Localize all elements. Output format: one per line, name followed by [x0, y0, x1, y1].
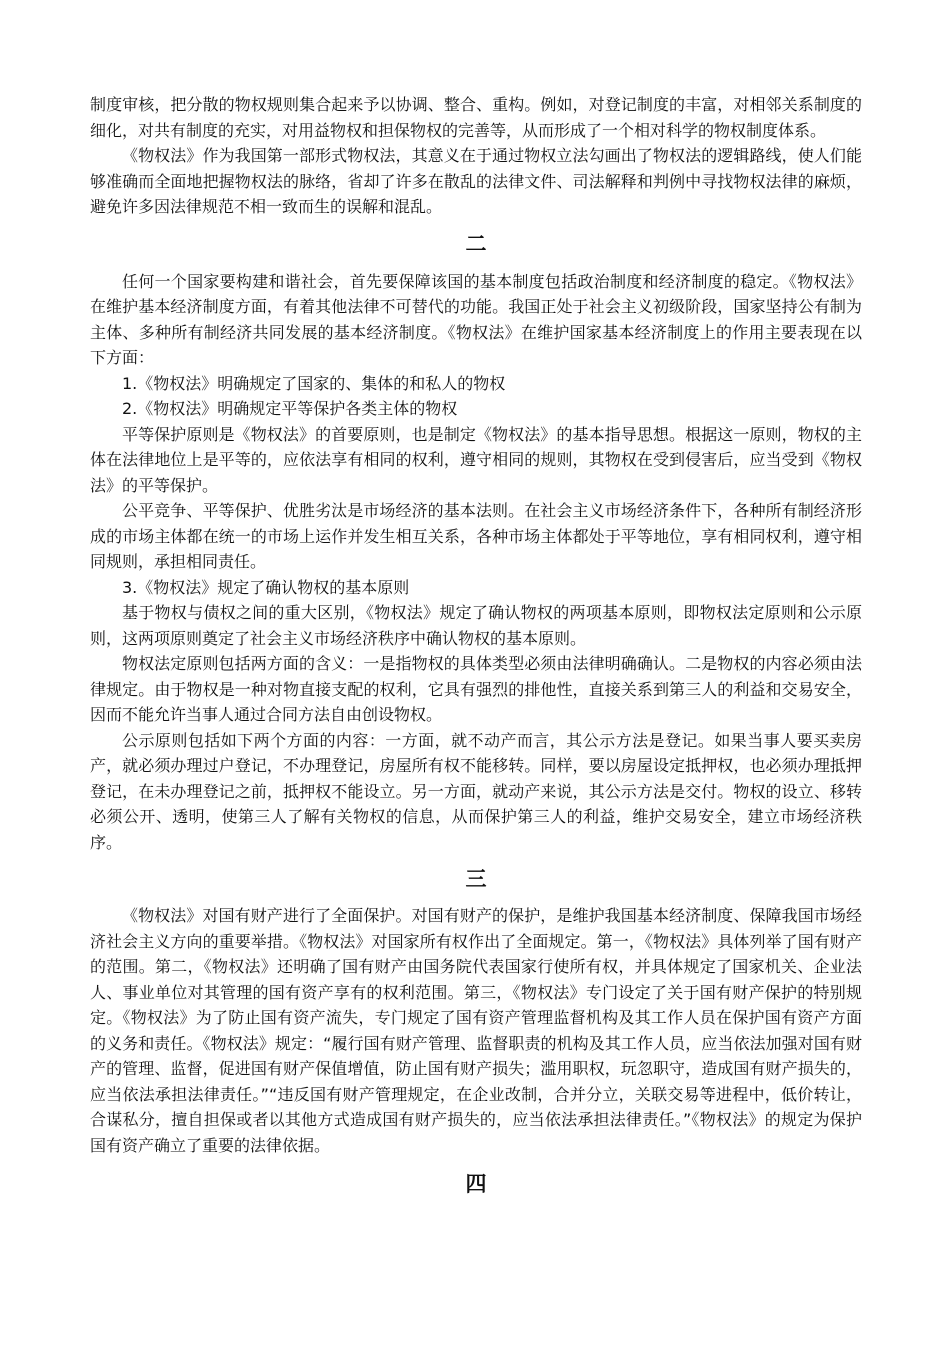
section-heading: 二	[465, 230, 487, 256]
section-heading: 四	[465, 1171, 487, 1196]
section-heading: 三	[465, 866, 487, 891]
document-page	[90, 92, 862, 1196]
paragraph: 《物权法》作为我国第一部形式物权法，其意义在于通过物权立法勾画出了物权法的逻辑路线，使人们能够准确而全面地把握物权法的脉络，省却了许多在散乱的法律文件、司法解释和判例中寻找物权法律的麻烦，避免许多因法律规范不相一致而生的误解和混乱。	[90, 146, 862, 216]
paragraph: 《物权法》对国有财产进行了全面保护。对国有财产的保护，是维护我国基本经济制度、保障我国市场经济社会主义方向的重要举措。《物权法》对国家所有权作出了全面规定。第一，《物权法》具体列举了国有财产的范围。第二，《物权法》还明确了国有财产由国务院代表国家行使所有权，并具体规定了国家机关、企业法人、事业单位对其管理的国有资产享有的权利范围。第三，《物权法》专门设定了关于国有财产保护的特别规定。《物权法》为了防止国有资产流失，专门规定了国有资产管理监督机构及其工作人员在保护国有资产方面的义务和责任。《物权法》规定：“履行国有财产管理、监督职责的机构及其工作人员，应当依法加强对国有财产的管理、监督，促进国有财产保值增值，防止国有财产损失；滥用职权，玩忽职守，造成国有财产损失的，应当依法承担法律责任。”“违反国有财产管理规定，在企业改制，合并分立，关联交易等进程中，低价转让，合谋私分，擅自担保或者以其他方式造成国有财产损失的，应当依法承担法律责任。”《物权法》的规定为保护国有资产确立了重要的法律依据。	[90, 906, 862, 1155]
paragraph: 任何一个国家要构建和谐社会，首先要保障该国的基本制度包括政治制度和经济制度的稳定。《物权法》在维护基本经济制度方面，有着其他法律不可替代的功能。我国正处于社会主义初级阶段，国家坚持公有制为主体、多种所有制经济共同发展的基本经济制度。《物权法》在维护国家基本经济制度上的作用主要表现在以下方面：	[90, 271, 862, 367]
paragraph: 公平竞争、平等保护、优胜劣汰是市场经济的基本法则。在社会主义市场经济条件下，各种所有制经济形成的市场主体都在统一的市场上运作并发生相互关系，各种市场主体都处于平等地位，享有相同权利，遵守相同规则，承担相同责任。	[90, 501, 862, 571]
paragraph: 公示原则包括如下两个方面的内容：一方面，就不动产而言，其公示方法是登记。如果当事人要买卖房产，就必须办理过户登记，不办理登记，房屋所有权不能移转。同样，要以房屋设定抵押权，也必须办理抵押登记，在未办理登记之前，抵押权不能设立。另一方面，就动产来说，其公示方法是交付。物权的设立、移转必须公开、透明，使第三人了解有关物权的信息，从而保护第三人的利益，维护交易安全，建立市场经济秩序。	[90, 730, 862, 852]
list-item: 1.《物权法》明确规定了国家的、集体的和私人的物权	[122, 373, 506, 393]
paragraph: 制度审核，把分散的物权规则集合起来予以协调、整合、重构。例如，对登记制度的丰富，对相邻关系制度的细化，对共有制度的充实，对用益物权和担保物权的完善等，从而形成了一个相对科学的物权制度体系。	[90, 95, 862, 140]
paragraph: 物权法定原则包括两方面的含义：一是指物权的具体类型必须由法律明确确认。二是物权的内容必须由法律规定。由于物权是一种对物直接支配的权利，它具有强烈的排他性，直接关系到第三人的利益和交易安全，因而不能允许当事人通过合同方法自由创设物权。	[90, 654, 862, 724]
paragraph: 平等保护原则是《物权法》的首要原则，也是制定《物权法》的基本指导思想。根据这一原则，物权的主体在法律地位上是平等的，应依法享有相同的权利，遵守相同的规则，其物权在受到侵害后，应当受到《物权法》的平等保护。	[90, 424, 862, 495]
list-item: 2.《物权法》明确规定平等保护各类主体的物权	[122, 399, 458, 418]
list-item: 3.《物权法》规定了确认物权的基本原则	[122, 577, 410, 597]
paragraph: 基于物权与债权之间的重大区别，《物权法》规定了确认物权的两项基本原则，即物权法定原则和公示原则，这两项原则奠定了社会主义市场经济秩序中确认物权的基本原则。	[90, 603, 862, 648]
